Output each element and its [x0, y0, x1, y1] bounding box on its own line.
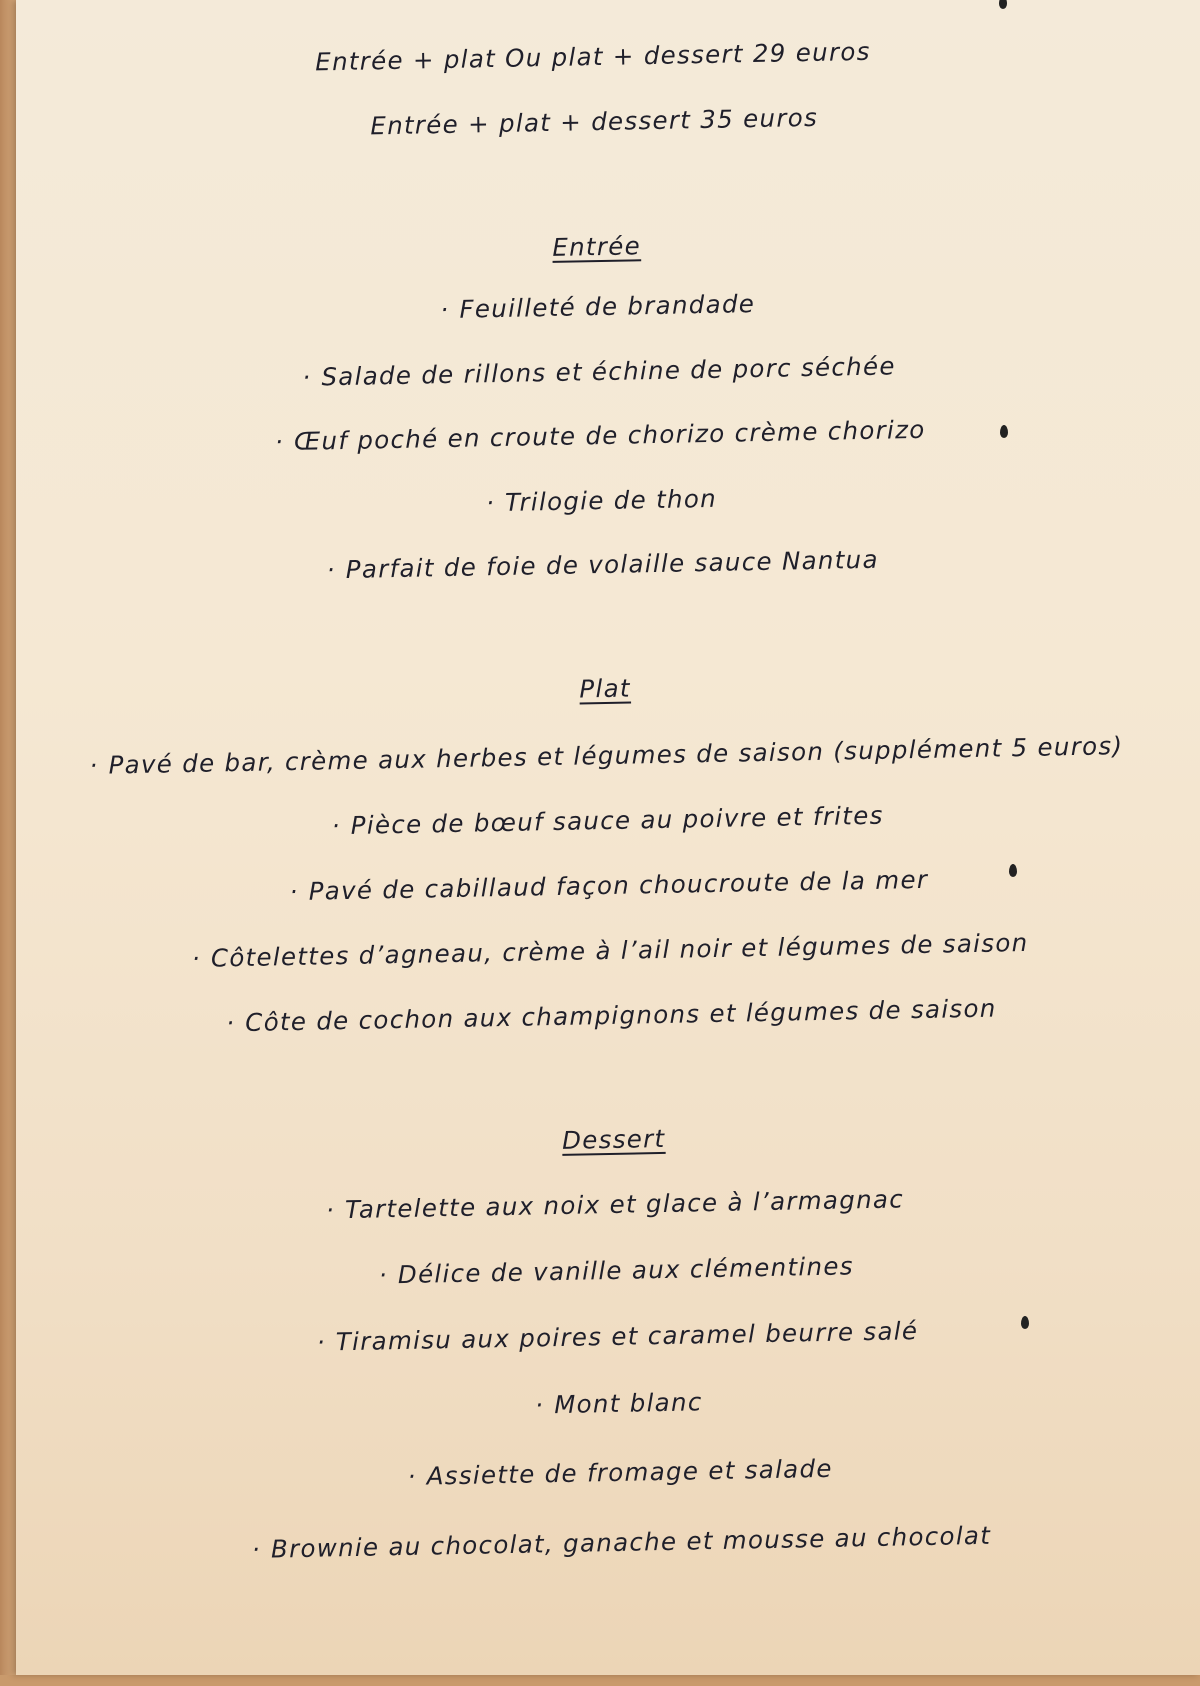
menu-item-label: Assiette de fromage et salade — [426, 1453, 833, 1491]
menu-item-label: Pavé de bar, crème aux herbes et légumes de saison (supplément 5 euros) — [108, 731, 1124, 780]
menu-item — [11, 539, 1195, 591]
bullet: · — [326, 555, 337, 585]
price-line-formula-three-courses: Entrée + plat + dessert 35 euros — [370, 102, 819, 141]
menu-item — [15, 795, 1199, 847]
menu-item-label: Côtelettes d’agneau, crème à l’ail noir et légumes de saison — [210, 927, 1029, 973]
menu-item-label: Pièce de bœuf sauce au poivre et frites — [350, 800, 884, 840]
ink-blot — [1000, 425, 1008, 438]
menu-item — [28, 1446, 1200, 1498]
menu-item — [24, 1245, 1200, 1297]
bullet: · — [302, 362, 312, 392]
menu-item-label: Pavé de cabillaud façon choucroute de la mer — [308, 864, 929, 906]
menu-item — [29, 1516, 1200, 1568]
menu-item — [17, 860, 1200, 912]
bullet: · — [440, 294, 450, 325]
ink-blot — [1009, 864, 1017, 877]
bullet: · — [89, 750, 99, 780]
bullet: · — [316, 1327, 327, 1357]
menu-item — [19, 990, 1200, 1042]
menu-item-label: Mont blanc — [553, 1387, 703, 1420]
bullet: · — [325, 1195, 336, 1225]
bullet: · — [289, 876, 299, 907]
menu-item-label: Délice de vanille aux clémentines — [397, 1251, 855, 1290]
menu-item-label: Parfait de foie de volaille sauce Nantua — [345, 544, 880, 584]
section-heading-entree: Entrée — [552, 231, 642, 262]
menu-sheet — [16, 0, 1200, 1675]
bullet: · — [534, 1390, 545, 1420]
menu-item — [27, 1377, 1200, 1429]
menu-item-label: Tartelette aux noix et glace à l’armagnac — [344, 1184, 905, 1225]
bullet: · — [485, 488, 496, 518]
menu-item-label: Œuf poché en croute de chorizo crème chorizo — [293, 414, 926, 456]
bullet: · — [378, 1260, 389, 1290]
menu-item — [9, 475, 1193, 527]
menu-item — [18, 925, 1200, 977]
menu-item-label: Feuilleté de brandade — [459, 289, 756, 324]
menu-item-label: Tiramisu aux poires et caramel beurre salé — [335, 1316, 919, 1357]
section-heading-dessert: Dessert — [561, 1123, 666, 1155]
bullet: · — [274, 427, 285, 457]
bullet: · — [251, 1534, 262, 1564]
price-line-formula-two-courses: Entrée + plat Ou plat + dessert 29 euros — [314, 36, 871, 77]
bullet: · — [225, 1008, 236, 1038]
menu-item — [8, 410, 1192, 462]
menu-item — [6, 281, 1190, 333]
ink-blot — [1021, 1316, 1029, 1329]
section-heading-plat: Plat — [579, 673, 632, 704]
menu-item — [14, 730, 1198, 782]
bullet: · — [331, 811, 342, 841]
menu-item-label: Trilogie de thon — [504, 483, 718, 517]
menu-item-label: Salade de rillons et échine de porc séchée — [321, 351, 896, 392]
menu-item — [7, 346, 1191, 398]
menu-item-label: Côte de cochon aux champignons et légumes de saison — [244, 993, 997, 1037]
menu-item — [23, 1179, 1200, 1231]
bullet: · — [407, 1461, 417, 1491]
menu-item-label: Brownie au chocolat, ganache et mousse au chocolat — [270, 1520, 992, 1564]
bullet: · — [191, 943, 202, 973]
